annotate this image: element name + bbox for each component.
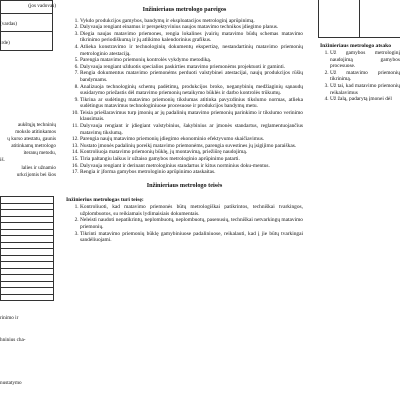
left-page-fragment [0,0,60,400]
duty-item: 17. Rengia ir įforma gamybos metrologinio aprūpinimo ataskaitas. [80,169,303,176]
responsibility-item: 4. Už žalą, padarytą įmonei dėl [330,96,400,103]
left-mid-text-0: aukštųjų techninių [17,122,56,128]
duty-item: 16. Dalyvauja rengiant ir derinant metrologinius standartus ir kitus norminius doku-mentus. [80,163,303,170]
responsibility-title: Inžinieriaus metrologo atsako [320,43,392,49]
left-bottom-text-1: hninius cha- [0,337,26,343]
duty-item: 10. Teisia priešlaravimus turp įmonių ar jų padalinių matavimo priemonių parinkimo ir tikslumo verinimo klausimais. [80,110,303,123]
duty-item: 11. Dalyvauja rengiant ir įdiegiant valstybinius, šakybinius ar įmonės standartus, reglamentuojančius matavimų tikslumą. [80,123,303,136]
left-mid-text-4: iteranų metodu, [23,150,56,156]
left-top-text-1: (vardas) [0,21,17,27]
left-mid-text-1: mokslo atitinkamos [15,129,56,135]
duty-item: 8. Analizuoja technologinių schemų padėtimų, produkcijos broko, neganybinių medžiaginių sąnaudų susidarymo priežastis dėl matavimo priemonių netaikymo būklės ir darbo kontrolės trūkumų. [80,84,303,97]
duty-item: 6. Dalyvauja rengiant užduotis specialios paskirties matavimo priemonėms projektuoti ir gaminti. [80,64,303,71]
rights-subheading: Inžinierius metrologas turi teisę: [66,197,144,204]
duty-item: 13. Nustato įmonės padalinių poreikį matavimo priemonėms, parengia suvestines jų įsigijimo paraiškas. [80,143,303,150]
responsibility-list [318,50,400,103]
main-page [60,0,303,400]
left-mid-text-5: iš. [0,157,5,163]
right-header-frame [318,0,400,38]
duty-item: 7. Rengia dokumentus matavimo priemonėms perduoti valstybinei atestacijai, naujų produkcijos rūšių bandymams. [80,70,303,83]
left-top-text-2: irde) [0,40,10,46]
duty-item: 9. Tikrina ar sudėtingų matavimo priemonių tikslumas atitinka pavyzdinius tikslumo normas, atlieka sudėtingus matavimus technologiniuose procesuose ir produkcijos bandymų metu. [80,97,303,110]
duty-item: 1. Vykdo produkcijos gamybos, bandymų ir eksploatacijos metrologinį aprūpinimą. [80,18,303,25]
divider [1,13,52,14]
duties-list [66,18,303,176]
responsibility-item: 3. Už tai, kad matavimo priemonių reikalavimus [330,83,400,96]
left-bottom-text-2: nustatymo [0,380,22,386]
left-table [0,196,54,301]
left-mid-text-3: atitinkamų metrologo [11,143,56,149]
right-item: 1. Kontroliuoti, kad matavimo priemonės būtų metrologiškai patikrintos, techniškai tvarkingos, užplombuotos, su reikiamais lydimaisiais dokumentais. [80,204,303,217]
rights-title: Inžinieriaus metrologo teisės [146,181,223,189]
responsibility-item: 1. Už gamybos metrologinį naudojimą gamybos procesuose. [330,50,400,70]
duty-item: 14. Kontroliuoja matavimo priemonių būklę, jų montavimą, priežiūrę naudojimą. [80,149,303,156]
left-top-text-0: (jos vadovas) [28,3,56,9]
left-mid-text-7: urkcijomis bei šios [16,172,56,178]
divider [1,31,52,32]
duty-item: 12. Parengia naujų matavimo priemonių įdiegimo ekonominio efektyvumo skaičiavimus. [80,136,303,143]
divider [359,0,360,37]
right-item: 2. Neleisti naudoti nepatikrintų, neplombuotų, neplombuotų, pasenusių, techniškai netvarkingų matavimo priemonių. [80,217,303,230]
responsibility-item: 2. Už matavimo priemonių tikrinimą. [330,70,400,83]
rights-list [66,204,303,244]
right-page-fragment [318,0,400,400]
left-mid-text-6: lalies ir užnamio [21,165,56,171]
left-mid-text-2: ų kurso atestatu, gaunis [7,136,56,142]
left-bottom-text-0: rinimo ir [0,315,19,321]
responsibility-list-wrap [318,50,400,103]
duty-item: 5. Parengia matavimo priemonių kontrolės vykdymo metodiką. [80,57,303,64]
duty-item: 2. Dalyvauja rengiant einamus ir perspektyvinius naujos matavimo technikos įdiegimo planus. [80,24,303,31]
duty-item: 15. Tiria paltangiu laikus ir užtaiso gamybos metrologinio aprūpinimo patarti. [80,156,303,163]
duties-title: Inžinieriaus metrologo pareigos [142,6,227,13]
right-item: 3. Tikrinti matavimo priemonių būklę gamybiniuose padaliniuose, reikalauti, kad į jie būtų tvarkingai sandėliuojami. [80,231,303,244]
duty-item: 3. Diegia naujas matavimo priemones, rengia lokalines įvairių matavimo būdų schemas matavimo tikrinimo periodiškumą ir jų atlikimo kalendorinius grafikus. [80,31,303,44]
duty-item: 4. Atlieka konstravimo ir technologinių dokumentų ekspertizę, nestandartinių matavimo priemonių metrologinio atestaciją. [80,44,303,57]
